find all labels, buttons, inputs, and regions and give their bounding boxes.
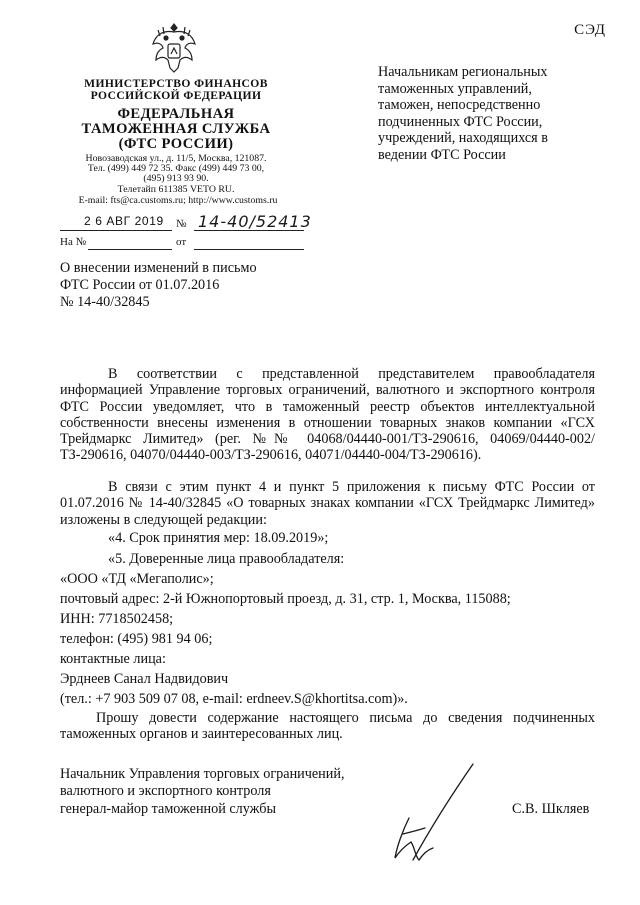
body-paragraph-1: В соответствии с представленной представителем правообладателя информацией Управление торговых ограничений, валютного и экспортного контроля ФТС России уведомляет, что в таможенный реестр объектов интеллектуальной собственности внесены изменения в отношении товарных знаков компании «ГСХ Трейдмаркс Лимитед» (рег. №№ 04068/04440-001/ТЗ-290616, 04069/04440-002/ТЗ-290616, 04070/04440-003/ТЗ-290616, 04071/04440-004/ТЗ-290616). — [60, 366, 595, 464]
recipient-line: Начальникам региональных — [378, 64, 548, 80]
document-code: СЭД — [574, 22, 606, 38]
registration-number: 14-40/52413 — [198, 212, 312, 231]
agency-email: E-mail: fts@ca.customs.ru; http://www.customs.ru — [78, 195, 278, 206]
recipient-line: таможенных управлений, — [378, 80, 532, 97]
address-line: (495) 913 93 90. — [143, 173, 209, 185]
subject-line: № 14-40/32845 — [60, 293, 150, 310]
agency-address — [56, 154, 296, 195]
agency-line: ТАМОЖЕННАЯ СЛУЖБА — [81, 121, 271, 137]
trustee-company: «ООО «ТД «Мегаполис»; — [60, 571, 214, 587]
handwritten-signature — [385, 760, 485, 870]
signatory-name: С.В. Шкляев — [512, 801, 590, 817]
closing-paragraph: Прошу довести содержание настоящего письма до сведения подчиненных таможенных органов и заинтересованных лиц. — [60, 710, 595, 743]
body-paragraph-2: В связи с этим пункт 4 и пункт 5 приложения к письму ФТС России от 01.07.2016 № 14-40/32845 «О товарных знаках компании «ГСХ Трейдмаркс Лимитед» изложены в следующей редакции: — [60, 479, 595, 528]
reference-date-label: от — [176, 236, 187, 248]
trustee-address: почтовый адрес: 2-й Южнопортовый проезд, д. 31, стр. 1, Москва, 115088; — [60, 591, 511, 607]
item-4: «4. Срок принятия мер: 18.09.2019»; — [108, 530, 329, 546]
address-line: Телетайп 611385 VETO RU. — [117, 183, 235, 195]
address-line: Тел. (499) 449 72 35. Факс (499) 449 73 00, — [87, 163, 265, 175]
letter-subject — [60, 260, 320, 310]
agency-name — [56, 107, 296, 152]
subject-line: ФТС России от 01.07.2016 — [60, 276, 220, 293]
contact-details: (тел.: +7 903 509 07 08, e-mail: erdneev.S@khortitsa.com)». — [60, 691, 408, 707]
number-sign: № — [176, 218, 187, 230]
recipient-block — [378, 64, 608, 164]
ministry-line: РОССИЙСКОЙ ФЕДЕРАЦИИ — [90, 89, 262, 102]
position-line: валютного и экспортного контроля — [60, 783, 271, 800]
recipient-line: учреждений, находящихся в — [378, 130, 548, 147]
recipient-line: подчиненных ФТС России, — [378, 113, 543, 130]
position-line: Начальник Управления торговых ограничений, — [60, 766, 345, 782]
address-line: Новозаводская ул., д. 11/5, Москва, 121087. — [85, 153, 267, 164]
number-underline — [194, 230, 304, 231]
recipient-line: таможен, непосредственно — [378, 97, 541, 114]
date-stamp: 2 6 АВГ 2019 — [84, 214, 164, 228]
reference-label: На № — [60, 236, 87, 248]
item-5: «5. Доверенные лица правообладателя: — [108, 551, 345, 567]
agency-line: (ФТС РОССИИ) — [118, 136, 234, 152]
date-underline — [60, 230, 172, 231]
trustee-inn: ИНН: 7718502458; — [60, 611, 174, 627]
subject-line: О внесении изменений в письмо — [60, 260, 257, 276]
contacts-label: контактные лица: — [60, 651, 166, 667]
contact-name: Эрднеев Санал Надвидович — [60, 671, 229, 687]
coat-of-arms-emblem — [150, 20, 198, 76]
reference-underline — [88, 249, 172, 250]
signatory-position — [60, 766, 380, 818]
recipient-line: ведении ФТС России — [378, 146, 506, 163]
ministry-line: МИНИСТЕРСТВО ФИНАНСОВ — [84, 77, 268, 90]
position-line: генерал-майор таможенной службы — [60, 800, 277, 817]
agency-line: ФЕДЕРАЛЬНАЯ — [117, 106, 235, 122]
ministry-name — [56, 78, 296, 102]
trustee-phone: телефон: (495) 981 94 06; — [60, 631, 213, 647]
reference-date-underline — [194, 249, 304, 250]
